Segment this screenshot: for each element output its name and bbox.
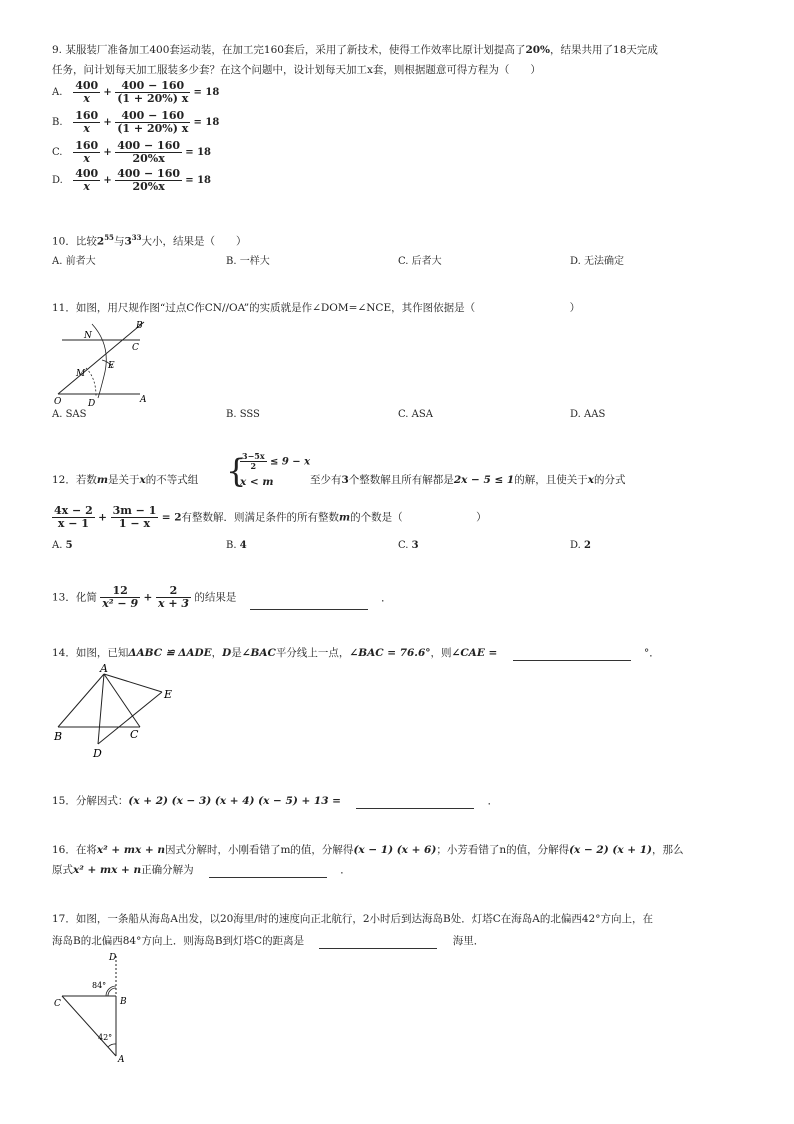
arc-small — [86, 368, 96, 396]
q10-option-b[interactable]: B. 一样大 — [226, 256, 270, 267]
segment-ae — [104, 674, 162, 692]
angle-84-arc-2 — [106, 986, 116, 996]
q10-base-2: 3 — [124, 235, 132, 248]
q11-option-c[interactable]: C. ASA — [398, 409, 433, 420]
q9-line2: 任务，问计划每天加工服装多少套？在这个问题中，设计划每天加工x套，则根据题意可得方程为（ ） — [52, 64, 541, 76]
q16-polynomial: x² + mx + n — [73, 864, 142, 876]
q9-text-1: 9. 某服装厂准备加工400套运动装，在加工完160套后，采用了新技术，使得工作效率比原计划提高了 — [52, 44, 526, 56]
option-label: D. — [52, 175, 63, 186]
fraction-numerator: 160 — [75, 139, 99, 152]
q12-option-d[interactable] — [570, 540, 591, 551]
fraction-denominator: (1 + 20%) x — [117, 92, 189, 105]
equation-rhs: = 18 — [193, 87, 220, 98]
option-label: B. — [52, 117, 63, 128]
q10-base-1: 2 — [96, 235, 105, 248]
fraction-numerator: 400 − 160 — [117, 139, 181, 152]
option-value: 3 — [411, 540, 419, 551]
q14-answer-blank[interactable] — [513, 648, 631, 661]
angle-42-label: 42° — [98, 1033, 113, 1042]
q14-end: °． — [643, 647, 660, 659]
q11-option-b[interactable]: B. SSS — [226, 409, 260, 420]
q17-line2 — [52, 933, 484, 949]
fraction-denominator: 20%x — [132, 180, 165, 193]
q12-text: 是关于 — [108, 474, 140, 486]
brace-icon: { — [226, 452, 247, 490]
label-c: C — [130, 728, 139, 741]
q12-text: 有整数解．则满足条件的所有整数 — [181, 511, 339, 524]
option-value: 5 — [65, 540, 73, 551]
q10-exponent-2: 33 — [131, 233, 142, 242]
q12-stem-start — [52, 472, 198, 488]
q9-option-b[interactable]: B. $\frac{160}{x}$ + $\frac{400 - 160}{(1 + 20\%) x}$ = 18 — [52, 109, 220, 135]
q14-text-pre: 14．如图，已知 — [52, 647, 129, 659]
fraction-numerator: 12 — [100, 585, 140, 598]
q14-text: 平分线上一点， — [275, 647, 350, 659]
fraction-numerator: 160 — [75, 109, 99, 122]
fraction-denominator: 1 − x — [118, 517, 151, 530]
fraction-denominator: x² − 9 — [102, 597, 139, 610]
q11-option-d[interactable]: D. AAS — [570, 409, 606, 420]
q16-text: 原式 — [52, 864, 73, 876]
q16-polynomial: x² + mx + n — [96, 844, 165, 856]
q13-end: ． — [381, 591, 392, 604]
q12-option-a[interactable] — [52, 540, 73, 551]
q13-stem: 13．化简 $\frac{12}{\text{x² − 9}}$ + $\frac{2}{x + 3}$ 的结果是 ． — [52, 584, 392, 610]
q12-text: 至少有 — [310, 474, 342, 486]
fraction-numerator: 400 − 160 — [115, 110, 190, 123]
q11-stem: 11．如图，用尺规作图“过点C作CN//OA”的实质就是作∠DOM=∠NCE，其作图依据是（ ） — [52, 302, 581, 314]
option-label: A. — [52, 540, 63, 551]
fraction-numerator: 3−5x — [242, 451, 265, 461]
q9-option-a[interactable]: A. $\frac{400}{x}$ + $\frac{400 - 160}{(1 + 20\%) x}$ = 18 — [52, 79, 220, 105]
system-line-1-rhs: ≤ 9 − x — [269, 456, 311, 468]
segment-ad — [98, 674, 104, 744]
q16-end: ． — [340, 864, 351, 876]
fraction-denominator: x — [83, 122, 90, 135]
var-x: x — [587, 474, 594, 486]
option-value: 2 — [584, 540, 591, 551]
fraction-numerator: 3m − 1 — [112, 504, 157, 517]
q11-option-a[interactable]: A. SAS — [52, 409, 87, 420]
q12-text-pre: 12．若数 — [52, 474, 97, 486]
label-d: D — [93, 747, 102, 760]
fraction-denominator: 20%x — [132, 152, 165, 165]
q12-text: 的不等式组 — [145, 474, 199, 486]
label-m: M — [76, 369, 86, 379]
q14-given: ∠BAC = 76.6° — [349, 647, 431, 659]
q16-text: 正确分解为 — [141, 864, 194, 876]
label-c: C — [132, 343, 139, 353]
fraction-denominator: (1 + 20%) x — [117, 122, 189, 135]
system-line-2: x < m — [240, 476, 274, 488]
label-d: D — [109, 953, 117, 963]
equation-rhs: = 18 — [185, 175, 211, 186]
q9-option-d[interactable]: D. $\frac{400}{x}$ + $\frac{400 - 160}{20\%x}$ = 18 — [52, 167, 211, 193]
q15-end: ． — [487, 795, 499, 807]
q12-text: 的分式 — [593, 474, 626, 486]
system-line-1 — [240, 452, 310, 471]
angle-42-arc — [108, 1044, 116, 1047]
fraction-denominator: x − 1 — [57, 517, 89, 530]
fraction-numerator: 2 — [156, 585, 191, 598]
q12-text: 的解，且使关于 — [514, 474, 588, 486]
q13-text-post: 的结果是 — [194, 591, 237, 604]
label-e: E — [164, 688, 173, 701]
var-d: D — [222, 647, 232, 659]
q15-text-pre: 15．分解因式： — [52, 795, 129, 807]
equation-rhs: = 18 — [185, 147, 211, 158]
label-c: C — [54, 999, 61, 1009]
q14-text: ， — [211, 647, 223, 659]
option-value: 4 — [239, 540, 247, 551]
fraction-denominator: x — [83, 92, 90, 105]
q10-text-pre: 10．比较 — [52, 235, 97, 248]
equation-rhs: = 2 — [161, 511, 182, 524]
q14-angle-bac: ∠BAC — [241, 647, 276, 659]
fraction-numerator: 400 − 160 — [117, 167, 181, 180]
q9-percent: 20% — [525, 44, 551, 56]
fraction-denominator: x + 3 — [157, 597, 190, 610]
fraction-numerator: 400 − 160 — [115, 80, 190, 93]
q10-exponent-1: 55 — [104, 233, 114, 242]
label-e: E — [108, 361, 115, 371]
var-x: x — [139, 474, 146, 486]
q14-figure — [52, 662, 182, 762]
fraction-denominator: x — [83, 152, 90, 165]
label-b: B — [54, 730, 63, 743]
q16-factorization-1: (x − 1) (x + 6) — [353, 844, 437, 856]
option-label: D. — [570, 540, 581, 551]
option-label: A. — [52, 87, 63, 98]
label-b: B — [120, 997, 127, 1007]
label-n: N — [84, 331, 92, 341]
q14-congruence: ΔABC ≌ ΔADE — [128, 647, 212, 659]
q17-text: 海岛B的北偏西84°方向上．则海岛B到灯塔C的距离是 — [52, 935, 305, 947]
q9-option-c[interactable]: C. $\frac{160}{x}$ + $\frac{400 - 160}{20\%x}$ = 18 — [52, 139, 211, 165]
var-m: m — [96, 474, 108, 486]
option-label: C. — [398, 540, 409, 551]
q14-stem — [52, 645, 660, 661]
q17-line1: 17．如图，一条船从海岛A出发，以20海里/时的速度向正北航行，2小时后到达海岛B处．灯塔C在海岛A的北偏西42°方向上，在 — [52, 913, 653, 925]
angle-84-label: 84° — [92, 981, 107, 990]
option-label: B. — [226, 540, 237, 551]
q14-ask: ∠CAE = — [451, 647, 498, 659]
q10-option-c[interactable]: C. 后者大 — [398, 256, 442, 267]
fraction-denominator: x — [83, 180, 90, 193]
q17-end: 海里． — [452, 935, 485, 947]
q10-stem — [52, 230, 247, 250]
q12-option-b[interactable] — [226, 540, 247, 551]
q12-option-c[interactable] — [398, 540, 419, 551]
q10-text-mid: 与 — [113, 235, 125, 248]
segment-ac — [104, 674, 140, 727]
q16-line1 — [52, 842, 683, 858]
q17-answer-blank[interactable] — [319, 936, 437, 949]
var-m: m — [339, 511, 351, 524]
label-a: A — [140, 395, 147, 405]
equation-rhs: = 18 — [193, 117, 220, 128]
fraction-numerator: 4x − 2 — [54, 504, 93, 517]
q10-text-post: 大小，结果是（ ） — [141, 235, 247, 248]
q12-three: 3 — [341, 474, 349, 486]
q11-figure — [52, 316, 162, 408]
q16-line2 — [52, 862, 351, 878]
q12-inequality-system — [226, 451, 311, 492]
fraction-denominator: 2 — [250, 461, 257, 471]
q16-factorization-2: (x − 2) (x + 1) — [569, 844, 652, 856]
q13-answer-blank[interactable] — [250, 597, 368, 610]
q15-answer-blank[interactable] — [356, 796, 474, 809]
q12-inequality: 2x − 5 ≤ 1 — [453, 474, 515, 486]
segment-ab — [58, 674, 104, 727]
fraction-numerator: 400 — [75, 167, 99, 180]
label-d: D — [88, 399, 96, 408]
q16-answer-blank[interactable] — [209, 865, 327, 878]
label-b: B — [136, 321, 143, 331]
line-ob — [58, 322, 144, 394]
q13-text-pre: 13．化简 — [52, 591, 97, 604]
q12-text: 的个数是（ ） — [350, 511, 487, 524]
q12-text: 个整数解且所有解都是 — [348, 474, 454, 486]
q10-option-a[interactable]: A. 前者大 — [52, 256, 96, 267]
q16-text: ；小芳看错了n的值，分解得 — [436, 844, 570, 856]
q14-text: ，则 — [430, 647, 452, 659]
q9-line1 — [52, 42, 658, 58]
fraction-numerator: 400 — [75, 79, 99, 92]
option-label: C. — [52, 147, 63, 158]
q10-option-d[interactable]: D. 无法确定 — [570, 256, 625, 267]
label-a: A — [100, 662, 108, 675]
q16-text: 16．在将 — [52, 844, 97, 856]
q16-text: ，那么 — [651, 844, 684, 856]
q12-equation-line: $\frac{4x - 2}{x - 1}$ + $\frac{3m - 1}{1 - x}$ = 2有整数解．则满足条件的所有整数m的个数是（ ） — [54, 504, 487, 530]
q15-expression: (x + 2) (x − 3) (x + 4) (x − 5) + 13 = — [128, 795, 341, 807]
q15-stem — [52, 793, 498, 809]
q17-figure — [52, 950, 142, 1066]
label-o: O — [54, 397, 62, 407]
segment-ca — [62, 996, 116, 1056]
q16-text: 因式分解时，小刚看错了m的值，分解得 — [164, 844, 354, 856]
q9-text-2: ，结果共用了18天完成 — [550, 44, 658, 56]
q12-stem-mid — [310, 472, 625, 488]
q14-text: 是 — [231, 647, 242, 659]
label-a: A — [118, 1055, 125, 1065]
